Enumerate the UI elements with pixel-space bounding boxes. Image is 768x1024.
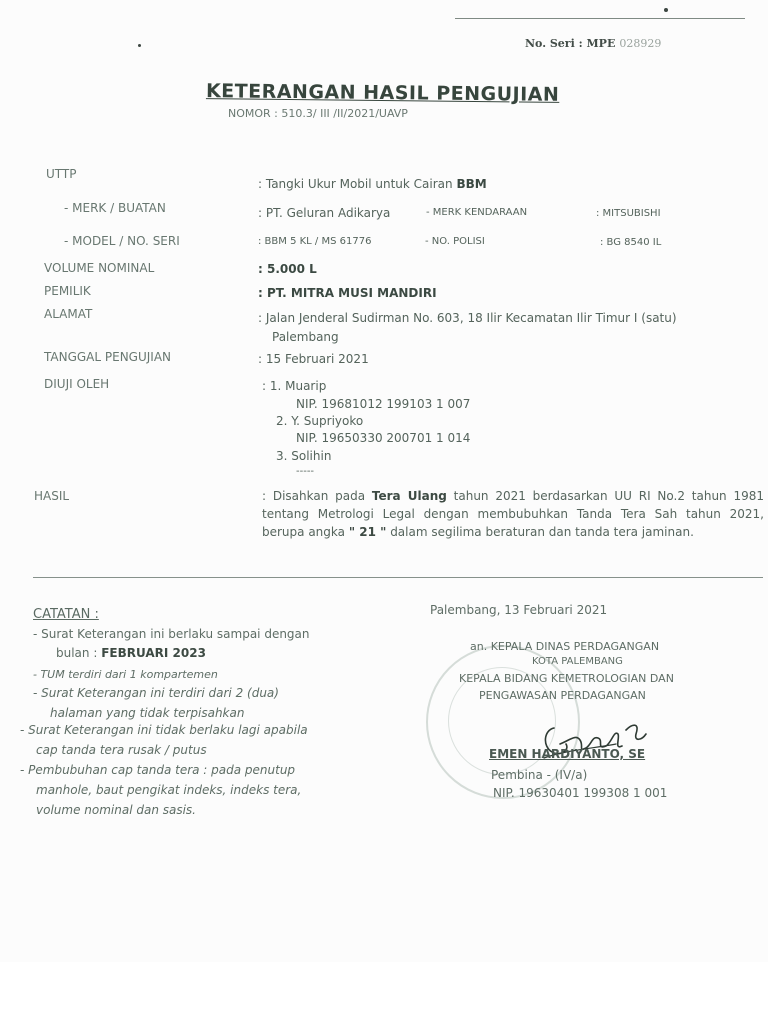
note-5b: manhole, baut pengikat indeks, indeks tera,: [36, 783, 302, 797]
hasil-bold: Tera Ulang: [371, 489, 447, 503]
diuji-label: DIUJI OLEH: [44, 377, 110, 391]
signatory-nip: NIP. 19630401 199308 1 001: [493, 786, 668, 800]
alamat-label: ALAMAT: [44, 307, 93, 321]
top-rule: [455, 18, 745, 19]
alamat-line2: Palembang: [272, 330, 339, 344]
tester-2-nip: NIP. 19650330 200701 1 014: [296, 431, 471, 445]
hasil-part: : Disahkan pada: [262, 489, 372, 503]
note-2: - TUM terdiri dari 1 kompartemen: [33, 668, 218, 681]
tester-1-nip: NIP. 19681012 199103 1 007: [296, 397, 471, 411]
hasil-text: [262, 487, 764, 541]
note-3b: halaman yang tidak terpisahkan: [50, 706, 245, 720]
section-divider: [33, 577, 763, 578]
document-title: KETERANGAN HASIL PENGUJIAN: [205, 80, 560, 106]
speck: [664, 8, 668, 12]
place-date: Palembang, 13 Februari 2021: [430, 603, 608, 617]
serial-number: [525, 37, 661, 50]
merk-label: - MERK / BUATAN: [64, 201, 166, 215]
model-value: : BBM 5 KL / MS 61776: [258, 236, 372, 247]
volume-label: VOLUME NOMINAL: [44, 261, 155, 275]
polisi-label: - NO. POLISI: [425, 236, 485, 247]
signature-kabid-2: PENGAWASAN PERDAGANGAN: [479, 689, 646, 702]
note-1b: [56, 646, 206, 660]
note-4a: - Surat Keterangan ini tidak berlaku lagi apabila: [20, 723, 308, 737]
note-5a: - Pembubuhan cap tanda tera : pada penutup: [20, 763, 296, 777]
tester-3-dash: -----: [296, 466, 315, 477]
page-bottom-margin: [0, 962, 768, 1024]
uttp-value: [258, 177, 487, 191]
tanggal-value: : 15 Februari 2021: [258, 352, 369, 366]
hasil-part: tahun 2021 berdasarkan UU RI No.2 tahun 1981 tentang Metrologi Legal dengan membubuhkan Tanda Tera Sah tahun 2021, berupa angka: [262, 489, 764, 539]
merk-value: : PT. Geluran Adikarya: [258, 206, 391, 220]
signature-kota: KOTA PALEMBANG: [532, 656, 623, 667]
uttp-bbm: BBM: [456, 177, 487, 191]
tester-2: 2. Y. Supriyoko: [276, 414, 364, 428]
signatory-name: EMEN HARDIYANTO, SE: [489, 747, 646, 761]
speck: [138, 44, 141, 47]
pemilik-label: PEMILIK: [44, 284, 91, 298]
tester-3: 3. Solihin: [276, 449, 332, 463]
catatan-title: CATATAN :: [33, 607, 99, 622]
hasil-label: HASIL: [34, 489, 70, 503]
polisi-value: : BG 8540 IL: [600, 237, 662, 248]
serial-value: 028929: [619, 37, 662, 50]
signature-kabid-1: KEPALA BIDANG KEMETROLOGIAN DAN: [459, 672, 674, 685]
tanggal-label: TANGGAL PENGUJIAN: [44, 350, 172, 364]
merk-kendaraan-label: - MERK KENDARAAN: [426, 207, 528, 218]
uttp-label: UTTP: [46, 167, 77, 181]
note-4b: cap tanda tera rusak / putus: [36, 743, 207, 757]
signatory-rank: Pembina - (IV/a): [491, 768, 588, 782]
note-1b-text: bulan :: [56, 646, 102, 660]
uttp-text: : Tangki Ukur Mobil untuk Cairan: [258, 177, 453, 191]
model-label: - MODEL / NO. SERI: [64, 234, 180, 248]
hasil-bold: " 21 ": [348, 525, 387, 539]
note-5c: volume nominal dan sasis.: [36, 803, 196, 817]
volume-value: : 5.000 L: [258, 262, 317, 276]
note-1a: - Surat Keterangan ini berlaku sampai dengan: [33, 627, 310, 641]
hasil-part: dalam segilima beraturan dan tanda tera jaminan.: [386, 525, 694, 539]
alamat-line1: : Jalan Jenderal Sudirman No. 603, 18 Ilir Kecamatan Ilir Timur I (satu): [258, 311, 677, 325]
tester-1: : 1. Muarip: [262, 379, 327, 393]
pemilik-value: : PT. MITRA MUSI MANDIRI: [258, 286, 437, 300]
serial-label: No. Seri : MPE: [525, 37, 616, 50]
merk-kendaraan-value: : MITSUBISHI: [596, 208, 661, 219]
document-number: NOMOR : 510.3/ III /II/2021/UAVP: [228, 107, 408, 120]
signature-an: an. KEPALA DINAS PERDAGANGAN: [470, 640, 660, 653]
note-1b-bold: FEBRUARI 2023: [101, 646, 206, 660]
note-3a: - Surat Keterangan ini terdiri dari 2 (dua): [33, 686, 279, 700]
